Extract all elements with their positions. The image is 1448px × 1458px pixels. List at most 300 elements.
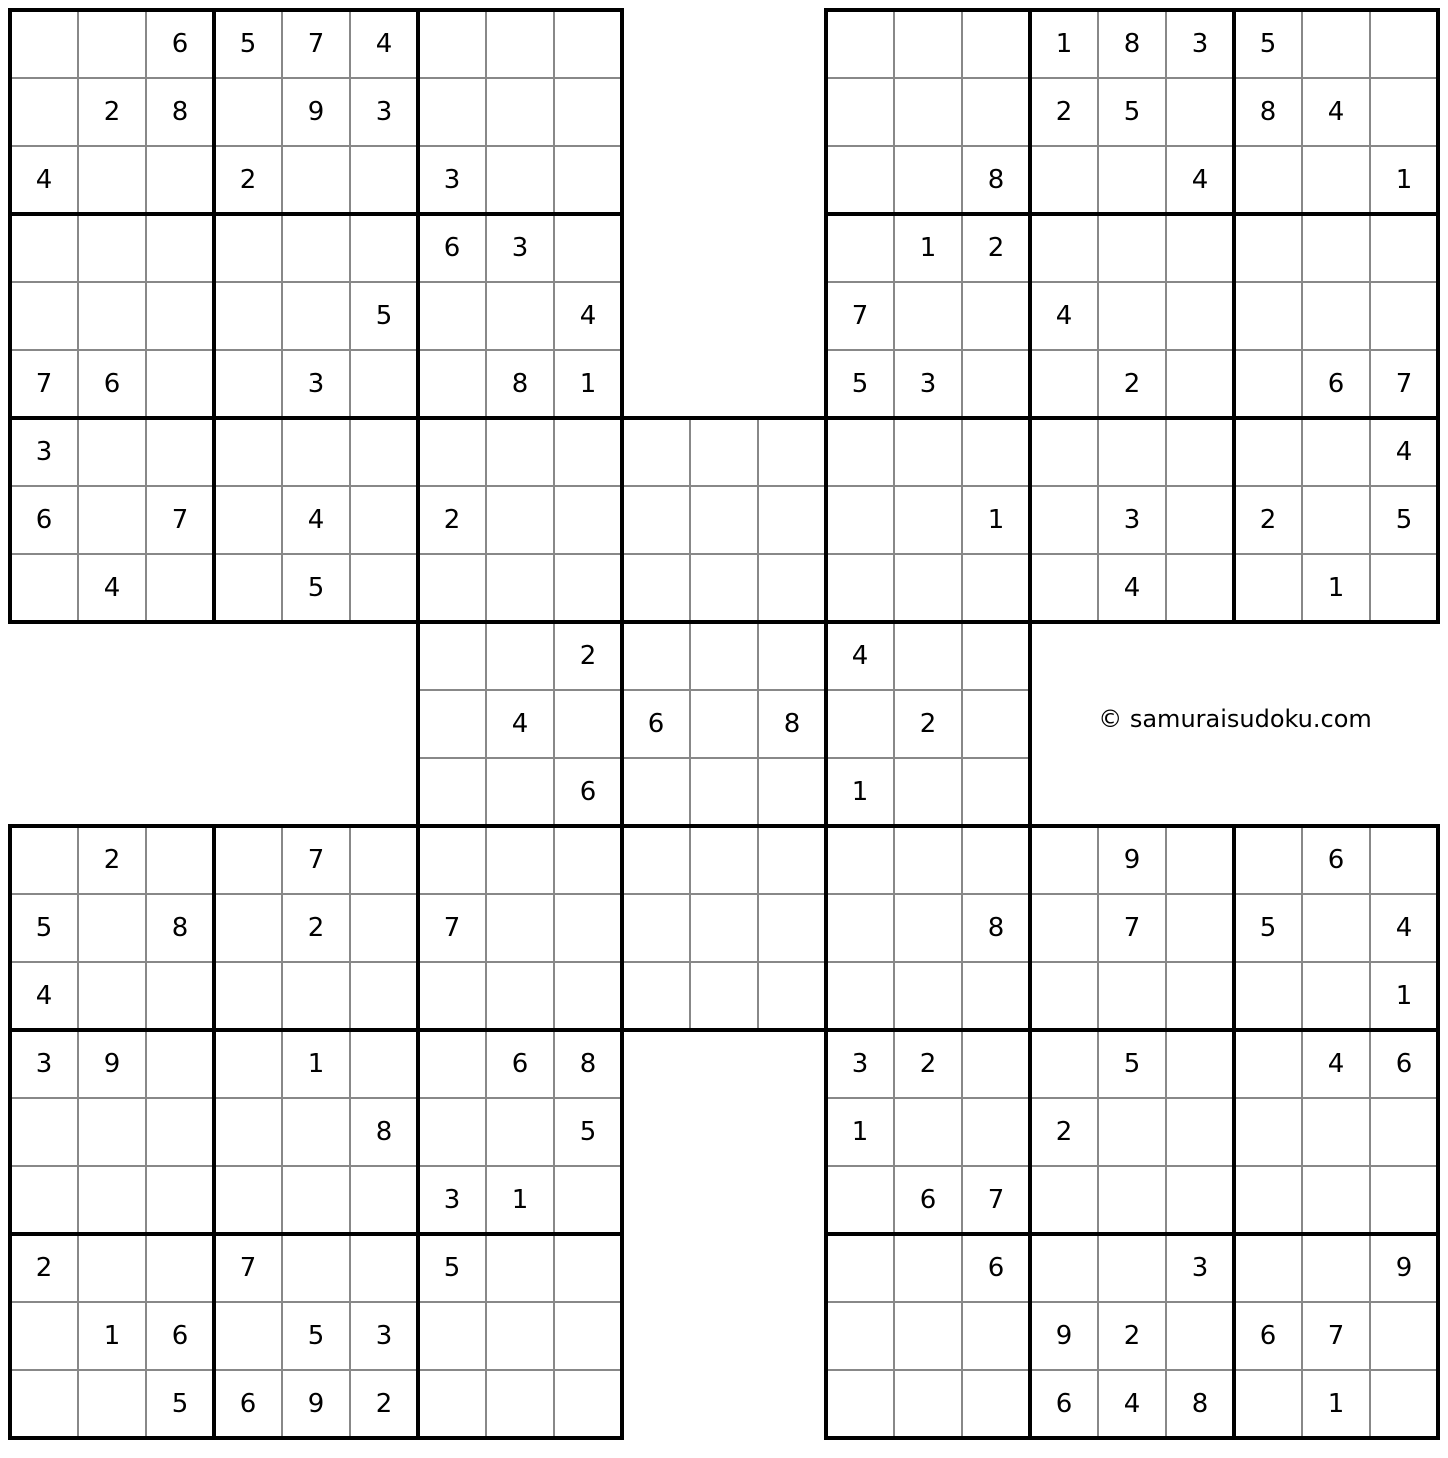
- sudoku-cell[interactable]: [418, 622, 486, 690]
- sudoku-cell[interactable]: 4: [826, 622, 894, 690]
- sudoku-cell[interactable]: [894, 486, 962, 554]
- sudoku-cell[interactable]: [1302, 418, 1370, 486]
- sudoku-cell[interactable]: [486, 962, 554, 1030]
- sudoku-cell[interactable]: [418, 962, 486, 1030]
- sudoku-cell[interactable]: [1234, 554, 1302, 622]
- sudoku-cell[interactable]: 5: [350, 282, 418, 350]
- sudoku-cell[interactable]: [78, 282, 146, 350]
- sudoku-cell[interactable]: 6: [10, 486, 78, 554]
- sudoku-cell[interactable]: [418, 350, 486, 418]
- sudoku-cell[interactable]: 6: [962, 1234, 1030, 1302]
- sudoku-cell[interactable]: 3: [10, 1030, 78, 1098]
- sudoku-cell[interactable]: 8: [1234, 78, 1302, 146]
- sudoku-cell[interactable]: 9: [1098, 826, 1166, 894]
- sudoku-cell[interactable]: [962, 826, 1030, 894]
- sudoku-cell[interactable]: [758, 622, 826, 690]
- sudoku-cell[interactable]: 4: [282, 486, 350, 554]
- sudoku-cell[interactable]: [350, 1030, 418, 1098]
- sudoku-cell[interactable]: 6: [146, 10, 214, 78]
- sudoku-cell[interactable]: [554, 826, 622, 894]
- sudoku-cell[interactable]: [1166, 554, 1234, 622]
- sudoku-cell[interactable]: 3: [350, 1302, 418, 1370]
- sudoku-cell[interactable]: 1: [486, 1166, 554, 1234]
- sudoku-cell[interactable]: [282, 214, 350, 282]
- sudoku-cell[interactable]: 8: [758, 690, 826, 758]
- sudoku-cell[interactable]: [486, 486, 554, 554]
- sudoku-cell[interactable]: [350, 1166, 418, 1234]
- sudoku-cell[interactable]: [758, 758, 826, 826]
- sudoku-cell[interactable]: 8: [350, 1098, 418, 1166]
- sudoku-cell[interactable]: [10, 826, 78, 894]
- sudoku-cell[interactable]: [1166, 486, 1234, 554]
- sudoku-cell[interactable]: [350, 894, 418, 962]
- sudoku-cell[interactable]: [1166, 826, 1234, 894]
- sudoku-cell[interactable]: [214, 894, 282, 962]
- sudoku-cell[interactable]: [826, 554, 894, 622]
- sudoku-cell[interactable]: [1234, 962, 1302, 1030]
- sudoku-cell[interactable]: 7: [826, 282, 894, 350]
- sudoku-cell[interactable]: [1166, 894, 1234, 962]
- sudoku-cell[interactable]: [486, 758, 554, 826]
- sudoku-cell[interactable]: [1098, 1166, 1166, 1234]
- sudoku-cell[interactable]: [622, 486, 690, 554]
- sudoku-cell[interactable]: [146, 826, 214, 894]
- sudoku-cell[interactable]: 7: [146, 486, 214, 554]
- sudoku-cell[interactable]: 7: [10, 350, 78, 418]
- sudoku-cell[interactable]: 1: [1302, 554, 1370, 622]
- sudoku-cell[interactable]: [622, 826, 690, 894]
- sudoku-cell[interactable]: [1030, 554, 1098, 622]
- sudoku-cell[interactable]: [554, 486, 622, 554]
- sudoku-cell[interactable]: [350, 418, 418, 486]
- sudoku-cell[interactable]: [1098, 146, 1166, 214]
- sudoku-cell[interactable]: [486, 1098, 554, 1166]
- sudoku-cell[interactable]: 6: [1302, 826, 1370, 894]
- sudoku-cell[interactable]: [418, 418, 486, 486]
- sudoku-cell[interactable]: 9: [282, 78, 350, 146]
- sudoku-cell[interactable]: [1030, 894, 1098, 962]
- sudoku-cell[interactable]: 6: [214, 1370, 282, 1438]
- sudoku-cell[interactable]: 5: [1234, 10, 1302, 78]
- sudoku-cell[interactable]: [78, 1166, 146, 1234]
- sudoku-cell[interactable]: [1234, 826, 1302, 894]
- sudoku-cell[interactable]: [214, 418, 282, 486]
- sudoku-cell[interactable]: [78, 10, 146, 78]
- sudoku-cell[interactable]: [350, 486, 418, 554]
- sudoku-cell[interactable]: [78, 962, 146, 1030]
- sudoku-cell[interactable]: [962, 1302, 1030, 1370]
- sudoku-cell[interactable]: [758, 418, 826, 486]
- sudoku-cell[interactable]: [826, 894, 894, 962]
- sudoku-cell[interactable]: 2: [894, 1030, 962, 1098]
- sudoku-cell[interactable]: [962, 962, 1030, 1030]
- sudoku-cell[interactable]: [418, 554, 486, 622]
- sudoku-cell[interactable]: [690, 690, 758, 758]
- sudoku-cell[interactable]: [962, 10, 1030, 78]
- sudoku-cell[interactable]: [1370, 214, 1438, 282]
- sudoku-cell[interactable]: 3: [894, 350, 962, 418]
- sudoku-cell[interactable]: [690, 418, 758, 486]
- sudoku-cell[interactable]: 5: [1234, 894, 1302, 962]
- sudoku-cell[interactable]: [78, 1370, 146, 1438]
- sudoku-cell[interactable]: 7: [418, 894, 486, 962]
- sudoku-cell[interactable]: 8: [146, 78, 214, 146]
- sudoku-cell[interactable]: [894, 758, 962, 826]
- sudoku-cell[interactable]: [1030, 146, 1098, 214]
- sudoku-cell[interactable]: [894, 418, 962, 486]
- sudoku-cell[interactable]: 7: [214, 1234, 282, 1302]
- sudoku-cell[interactable]: 3: [1166, 10, 1234, 78]
- sudoku-cell[interactable]: [350, 214, 418, 282]
- sudoku-cell[interactable]: [1302, 894, 1370, 962]
- sudoku-cell[interactable]: [1098, 214, 1166, 282]
- sudoku-cell[interactable]: 2: [282, 894, 350, 962]
- sudoku-cell[interactable]: [894, 1234, 962, 1302]
- sudoku-cell[interactable]: 4: [1302, 1030, 1370, 1098]
- sudoku-cell[interactable]: 4: [1030, 282, 1098, 350]
- sudoku-cell[interactable]: [690, 894, 758, 962]
- sudoku-cell[interactable]: [350, 350, 418, 418]
- sudoku-cell[interactable]: 6: [146, 1302, 214, 1370]
- sudoku-cell[interactable]: [418, 78, 486, 146]
- sudoku-cell[interactable]: [418, 1302, 486, 1370]
- sudoku-cell[interactable]: [962, 758, 1030, 826]
- sudoku-cell[interactable]: 9: [78, 1030, 146, 1098]
- sudoku-cell[interactable]: [214, 554, 282, 622]
- sudoku-cell[interactable]: [554, 78, 622, 146]
- sudoku-cell[interactable]: [350, 554, 418, 622]
- sudoku-cell[interactable]: [826, 826, 894, 894]
- sudoku-cell[interactable]: 6: [1302, 350, 1370, 418]
- sudoku-cell[interactable]: [1234, 1098, 1302, 1166]
- sudoku-cell[interactable]: [282, 1166, 350, 1234]
- sudoku-cell[interactable]: [486, 894, 554, 962]
- sudoku-cell[interactable]: 6: [554, 758, 622, 826]
- sudoku-cell[interactable]: [1370, 1098, 1438, 1166]
- sudoku-cell[interactable]: [214, 350, 282, 418]
- sudoku-cell[interactable]: [486, 554, 554, 622]
- sudoku-cell[interactable]: [894, 826, 962, 894]
- sudoku-cell[interactable]: [486, 1234, 554, 1302]
- sudoku-cell[interactable]: 4: [1370, 894, 1438, 962]
- sudoku-cell[interactable]: [1302, 282, 1370, 350]
- sudoku-cell[interactable]: [418, 1030, 486, 1098]
- sudoku-cell[interactable]: 8: [146, 894, 214, 962]
- sudoku-cell[interactable]: [962, 690, 1030, 758]
- sudoku-cell[interactable]: [622, 962, 690, 1030]
- sudoku-cell[interactable]: 5: [282, 554, 350, 622]
- sudoku-cell[interactable]: [1166, 1166, 1234, 1234]
- sudoku-cell[interactable]: 3: [418, 146, 486, 214]
- sudoku-cell[interactable]: [826, 418, 894, 486]
- sudoku-cell[interactable]: 5: [826, 350, 894, 418]
- sudoku-cell[interactable]: [350, 826, 418, 894]
- sudoku-cell[interactable]: 4: [78, 554, 146, 622]
- sudoku-cell[interactable]: 5: [214, 10, 282, 78]
- sudoku-cell[interactable]: [214, 486, 282, 554]
- sudoku-cell[interactable]: [1370, 1370, 1438, 1438]
- sudoku-cell[interactable]: [146, 1166, 214, 1234]
- sudoku-cell[interactable]: [486, 418, 554, 486]
- sudoku-cell[interactable]: 5: [1098, 1030, 1166, 1098]
- sudoku-cell[interactable]: 4: [1098, 1370, 1166, 1438]
- sudoku-cell[interactable]: [1166, 78, 1234, 146]
- sudoku-cell[interactable]: [1234, 1166, 1302, 1234]
- sudoku-cell[interactable]: [758, 826, 826, 894]
- sudoku-cell[interactable]: [894, 10, 962, 78]
- sudoku-cell[interactable]: 2: [554, 622, 622, 690]
- sudoku-cell[interactable]: [146, 214, 214, 282]
- sudoku-cell[interactable]: 6: [78, 350, 146, 418]
- sudoku-cell[interactable]: [10, 1302, 78, 1370]
- sudoku-cell[interactable]: 7: [962, 1166, 1030, 1234]
- sudoku-cell[interactable]: [826, 690, 894, 758]
- sudoku-cell[interactable]: [214, 282, 282, 350]
- sudoku-cell[interactable]: 2: [418, 486, 486, 554]
- sudoku-cell[interactable]: [486, 622, 554, 690]
- sudoku-cell[interactable]: [1166, 1302, 1234, 1370]
- sudoku-cell[interactable]: 6: [418, 214, 486, 282]
- sudoku-cell[interactable]: [1370, 78, 1438, 146]
- sudoku-cell[interactable]: [78, 894, 146, 962]
- sudoku-cell[interactable]: 8: [1166, 1370, 1234, 1438]
- sudoku-cell[interactable]: 1: [78, 1302, 146, 1370]
- sudoku-cell[interactable]: [78, 1098, 146, 1166]
- sudoku-cell[interactable]: [1234, 282, 1302, 350]
- sudoku-cell[interactable]: [78, 146, 146, 214]
- sudoku-cell[interactable]: [1098, 418, 1166, 486]
- sudoku-cell[interactable]: 6: [1370, 1030, 1438, 1098]
- sudoku-cell[interactable]: 5: [1370, 486, 1438, 554]
- sudoku-cell[interactable]: 2: [1030, 1098, 1098, 1166]
- sudoku-cell[interactable]: 5: [282, 1302, 350, 1370]
- sudoku-cell[interactable]: [1098, 282, 1166, 350]
- sudoku-cell[interactable]: 6: [894, 1166, 962, 1234]
- sudoku-cell[interactable]: 2: [214, 146, 282, 214]
- sudoku-cell[interactable]: [554, 1370, 622, 1438]
- sudoku-cell[interactable]: [554, 690, 622, 758]
- sudoku-cell[interactable]: [758, 894, 826, 962]
- sudoku-cell[interactable]: [214, 826, 282, 894]
- sudoku-cell[interactable]: [758, 486, 826, 554]
- sudoku-cell[interactable]: [146, 146, 214, 214]
- sudoku-cell[interactable]: [826, 1370, 894, 1438]
- sudoku-cell[interactable]: [894, 554, 962, 622]
- sudoku-cell[interactable]: [554, 554, 622, 622]
- sudoku-cell[interactable]: [146, 1098, 214, 1166]
- sudoku-cell[interactable]: [486, 826, 554, 894]
- sudoku-cell[interactable]: 3: [350, 78, 418, 146]
- sudoku-cell[interactable]: 6: [486, 1030, 554, 1098]
- sudoku-cell[interactable]: [1098, 1234, 1166, 1302]
- sudoku-cell[interactable]: [1166, 282, 1234, 350]
- sudoku-cell[interactable]: [690, 758, 758, 826]
- sudoku-cell[interactable]: [962, 350, 1030, 418]
- sudoku-cell[interactable]: 3: [1166, 1234, 1234, 1302]
- sudoku-cell[interactable]: [10, 282, 78, 350]
- sudoku-cell[interactable]: 7: [282, 10, 350, 78]
- sudoku-cell[interactable]: [1166, 214, 1234, 282]
- sudoku-cell[interactable]: [826, 1302, 894, 1370]
- sudoku-cell[interactable]: 7: [1302, 1302, 1370, 1370]
- sudoku-cell[interactable]: [554, 1234, 622, 1302]
- sudoku-cell[interactable]: [1370, 554, 1438, 622]
- sudoku-cell[interactable]: [282, 282, 350, 350]
- sudoku-cell[interactable]: [1302, 10, 1370, 78]
- sudoku-cell[interactable]: [282, 146, 350, 214]
- sudoku-cell[interactable]: [1030, 1030, 1098, 1098]
- sudoku-cell[interactable]: [486, 1302, 554, 1370]
- sudoku-cell[interactable]: 5: [418, 1234, 486, 1302]
- sudoku-cell[interactable]: [826, 78, 894, 146]
- sudoku-cell[interactable]: [962, 282, 1030, 350]
- sudoku-cell[interactable]: [1030, 1166, 1098, 1234]
- sudoku-cell[interactable]: 3: [826, 1030, 894, 1098]
- sudoku-cell[interactable]: [690, 826, 758, 894]
- sudoku-cell[interactable]: [418, 10, 486, 78]
- sudoku-cell[interactable]: 2: [350, 1370, 418, 1438]
- sudoku-cell[interactable]: [10, 1098, 78, 1166]
- sudoku-cell[interactable]: 7: [1370, 350, 1438, 418]
- sudoku-cell[interactable]: [146, 418, 214, 486]
- sudoku-cell[interactable]: [758, 962, 826, 1030]
- sudoku-cell[interactable]: 3: [10, 418, 78, 486]
- sudoku-cell[interactable]: 2: [1030, 78, 1098, 146]
- sudoku-cell[interactable]: 5: [10, 894, 78, 962]
- sudoku-cell[interactable]: 3: [418, 1166, 486, 1234]
- sudoku-cell[interactable]: [146, 282, 214, 350]
- sudoku-cell[interactable]: [962, 1370, 1030, 1438]
- sudoku-cell[interactable]: [10, 554, 78, 622]
- sudoku-cell[interactable]: [214, 1302, 282, 1370]
- sudoku-cell[interactable]: [1166, 1098, 1234, 1166]
- sudoku-cell[interactable]: [1166, 418, 1234, 486]
- sudoku-cell[interactable]: 2: [78, 826, 146, 894]
- sudoku-cell[interactable]: [1234, 214, 1302, 282]
- sudoku-cell[interactable]: [350, 146, 418, 214]
- sudoku-cell[interactable]: 2: [78, 78, 146, 146]
- sudoku-cell[interactable]: [418, 282, 486, 350]
- sudoku-cell[interactable]: [1098, 962, 1166, 1030]
- sudoku-cell[interactable]: 2: [894, 690, 962, 758]
- sudoku-cell[interactable]: [1234, 1234, 1302, 1302]
- sudoku-cell[interactable]: [554, 146, 622, 214]
- sudoku-cell[interactable]: [962, 418, 1030, 486]
- sudoku-cell[interactable]: [894, 1098, 962, 1166]
- sudoku-cell[interactable]: 1: [962, 486, 1030, 554]
- sudoku-cell[interactable]: 7: [282, 826, 350, 894]
- sudoku-cell[interactable]: [826, 10, 894, 78]
- sudoku-cell[interactable]: [962, 554, 1030, 622]
- sudoku-cell[interactable]: [214, 1166, 282, 1234]
- sudoku-cell[interactable]: [962, 622, 1030, 690]
- sudoku-cell[interactable]: [826, 146, 894, 214]
- sudoku-cell[interactable]: [486, 1370, 554, 1438]
- sudoku-cell[interactable]: [554, 1302, 622, 1370]
- sudoku-cell[interactable]: [758, 554, 826, 622]
- sudoku-cell[interactable]: [894, 1370, 962, 1438]
- sudoku-cell[interactable]: [690, 486, 758, 554]
- sudoku-cell[interactable]: 1: [1370, 962, 1438, 1030]
- sudoku-cell[interactable]: [1166, 962, 1234, 1030]
- sudoku-cell[interactable]: [78, 214, 146, 282]
- sudoku-cell[interactable]: [826, 1234, 894, 1302]
- sudoku-cell[interactable]: 6: [1030, 1370, 1098, 1438]
- sudoku-cell[interactable]: [894, 1302, 962, 1370]
- sudoku-cell[interactable]: 2: [1234, 486, 1302, 554]
- sudoku-cell[interactable]: [418, 690, 486, 758]
- sudoku-cell[interactable]: [1030, 826, 1098, 894]
- sudoku-cell[interactable]: [214, 962, 282, 1030]
- sudoku-cell[interactable]: [554, 962, 622, 1030]
- sudoku-cell[interactable]: 6: [1234, 1302, 1302, 1370]
- sudoku-cell[interactable]: [1166, 350, 1234, 418]
- sudoku-cell[interactable]: [486, 146, 554, 214]
- sudoku-cell[interactable]: [690, 554, 758, 622]
- sudoku-cell[interactable]: [350, 1234, 418, 1302]
- sudoku-cell[interactable]: [1302, 486, 1370, 554]
- sudoku-cell[interactable]: [350, 962, 418, 1030]
- sudoku-cell[interactable]: [146, 1234, 214, 1302]
- sudoku-cell[interactable]: 4: [10, 146, 78, 214]
- sudoku-cell[interactable]: [554, 214, 622, 282]
- sudoku-cell[interactable]: 2: [1098, 350, 1166, 418]
- sudoku-cell[interactable]: 1: [1302, 1370, 1370, 1438]
- sudoku-cell[interactable]: [1302, 1234, 1370, 1302]
- sudoku-cell[interactable]: [554, 418, 622, 486]
- sudoku-cell[interactable]: 4: [486, 690, 554, 758]
- sudoku-cell[interactable]: [826, 1166, 894, 1234]
- sudoku-cell[interactable]: [1030, 350, 1098, 418]
- sudoku-cell[interactable]: 7: [1098, 894, 1166, 962]
- sudoku-cell[interactable]: [10, 10, 78, 78]
- sudoku-cell[interactable]: [282, 418, 350, 486]
- sudoku-cell[interactable]: 4: [1370, 418, 1438, 486]
- sudoku-cell[interactable]: 3: [1098, 486, 1166, 554]
- sudoku-cell[interactable]: [554, 1166, 622, 1234]
- sudoku-cell[interactable]: 4: [10, 962, 78, 1030]
- sudoku-cell[interactable]: 8: [554, 1030, 622, 1098]
- sudoku-cell[interactable]: [10, 78, 78, 146]
- sudoku-cell[interactable]: [486, 10, 554, 78]
- sudoku-cell[interactable]: [146, 1030, 214, 1098]
- sudoku-cell[interactable]: 4: [1302, 78, 1370, 146]
- sudoku-cell[interactable]: 4: [350, 10, 418, 78]
- sudoku-cell[interactable]: 5: [554, 1098, 622, 1166]
- sudoku-cell[interactable]: [1234, 146, 1302, 214]
- sudoku-cell[interactable]: [1302, 214, 1370, 282]
- sudoku-cell[interactable]: 8: [486, 350, 554, 418]
- sudoku-cell[interactable]: [78, 418, 146, 486]
- sudoku-cell[interactable]: 2: [962, 214, 1030, 282]
- sudoku-cell[interactable]: [962, 1098, 1030, 1166]
- sudoku-cell[interactable]: [78, 1234, 146, 1302]
- sudoku-cell[interactable]: [146, 350, 214, 418]
- sudoku-cell[interactable]: 1: [282, 1030, 350, 1098]
- sudoku-cell[interactable]: [1234, 350, 1302, 418]
- sudoku-cell[interactable]: [1234, 418, 1302, 486]
- sudoku-cell[interactable]: [894, 146, 962, 214]
- sudoku-cell[interactable]: [622, 554, 690, 622]
- sudoku-cell[interactable]: [1370, 10, 1438, 78]
- sudoku-cell[interactable]: [894, 622, 962, 690]
- sudoku-cell[interactable]: [10, 214, 78, 282]
- sudoku-cell[interactable]: 6: [622, 690, 690, 758]
- sudoku-cell[interactable]: [690, 622, 758, 690]
- sudoku-cell[interactable]: [1302, 962, 1370, 1030]
- sudoku-cell[interactable]: [418, 1098, 486, 1166]
- sudoku-cell[interactable]: 9: [1370, 1234, 1438, 1302]
